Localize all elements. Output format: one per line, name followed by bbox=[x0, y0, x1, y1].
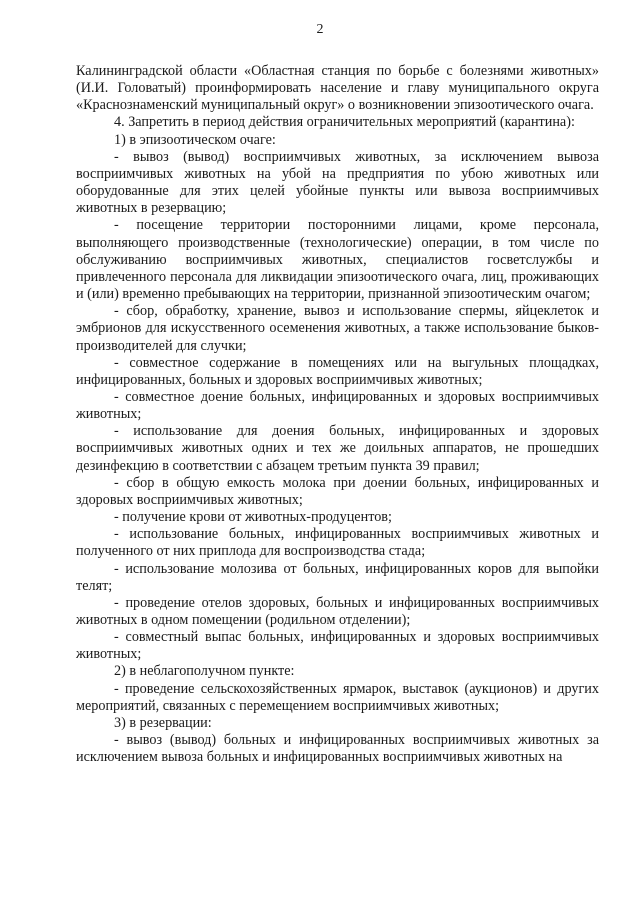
list-item: - вывоз (вывод) восприимчивых животных, за исключением вывоза восприимчивых животных на убой на предприятия по убою животных или оборудованные для этих целей убойные пункты или вывоза восприимчивых животных в резервацию; bbox=[76, 148, 599, 217]
document-body bbox=[76, 63, 599, 766]
list-item: - вывоз (вывод) больных и инфицированных восприимчивых животных за исключением вывоза больных и инфицированных восприимчивых животных на bbox=[76, 732, 599, 766]
list-item: - использование больных, инфицированных восприимчивых животных и полученного от них приплода для воспроизводства стада; bbox=[76, 526, 599, 560]
paragraph: 2) в неблагополучном пункте: bbox=[114, 663, 295, 680]
paragraph: Калининградской области «Областная станция по борьбе с болезнями животных» (И.И. Головатый) проинформировать население и главу муниципального округа «Краснознаменский муниципальный округ» о возникновении эпизоотического очага. bbox=[76, 63, 599, 114]
list-item: - совместное доение больных, инфицированных и здоровых восприимчивых животных; bbox=[76, 388, 599, 423]
list-item: - использование для доения больных, инфицированных и здоровых восприимчивых животных одних и тех же доильных аппаратов, не прошедших дезинфекцию в соответствии с абзацем третьим пункта 39 правил; bbox=[76, 423, 599, 474]
list-item: - совместное содержание в помещениях или на выгульных площадках, инфицированных, больных и здоровых восприимчивых животных; bbox=[76, 354, 599, 388]
list-item: - совместный выпас больных, инфицированных и здоровых восприимчивых животных; bbox=[76, 629, 599, 663]
paragraph: 1) в эпизоотическом очаге: bbox=[114, 131, 276, 148]
list-item: - проведение сельскохозяйственных ярмарок, выставок (аукционов) и других мероприятий, связанных с перемещением восприимчивых животных; bbox=[76, 680, 599, 714]
list-item: - посещение территории посторонними лицами, кроме персонала, выполняющего производственные (технологические) операции, в том числе по обслуживанию восприимчивых животных, специалистов госветслужбы и привлеченного персонала для ликвидации эпизоотического очага, лиц, проживающих и (или) временно пребывающих на территории, признанной эпизоотическим очагом; bbox=[76, 217, 599, 303]
list-item: - получение крови от животных-продуцентов; bbox=[114, 509, 392, 526]
list-item: - проведение отелов здоровых, больных и инфицированных восприимчивых животных в одном помещении (родильном отделении); bbox=[76, 594, 599, 628]
page-number: 2 bbox=[316, 22, 324, 37]
list-item: - сбор в общую емкость молока при доении больных, инфицированных и здоровых восприимчивых животных; bbox=[76, 474, 599, 508]
paragraph: 3) в резервации: bbox=[114, 714, 212, 731]
list-item: - использование молозива от больных, инфицированных коров для выпойки телят; bbox=[76, 560, 599, 594]
paragraph: 4. Запретить в период действия ограничительных мероприятий (карантина): bbox=[114, 114, 575, 131]
list-item: - сбор, обработку, хранение, вывоз и использование спермы, яйцеклеток и эмбрионов для искусственного осеменения животных, а также использование быков-производителей для случки; bbox=[76, 303, 599, 354]
